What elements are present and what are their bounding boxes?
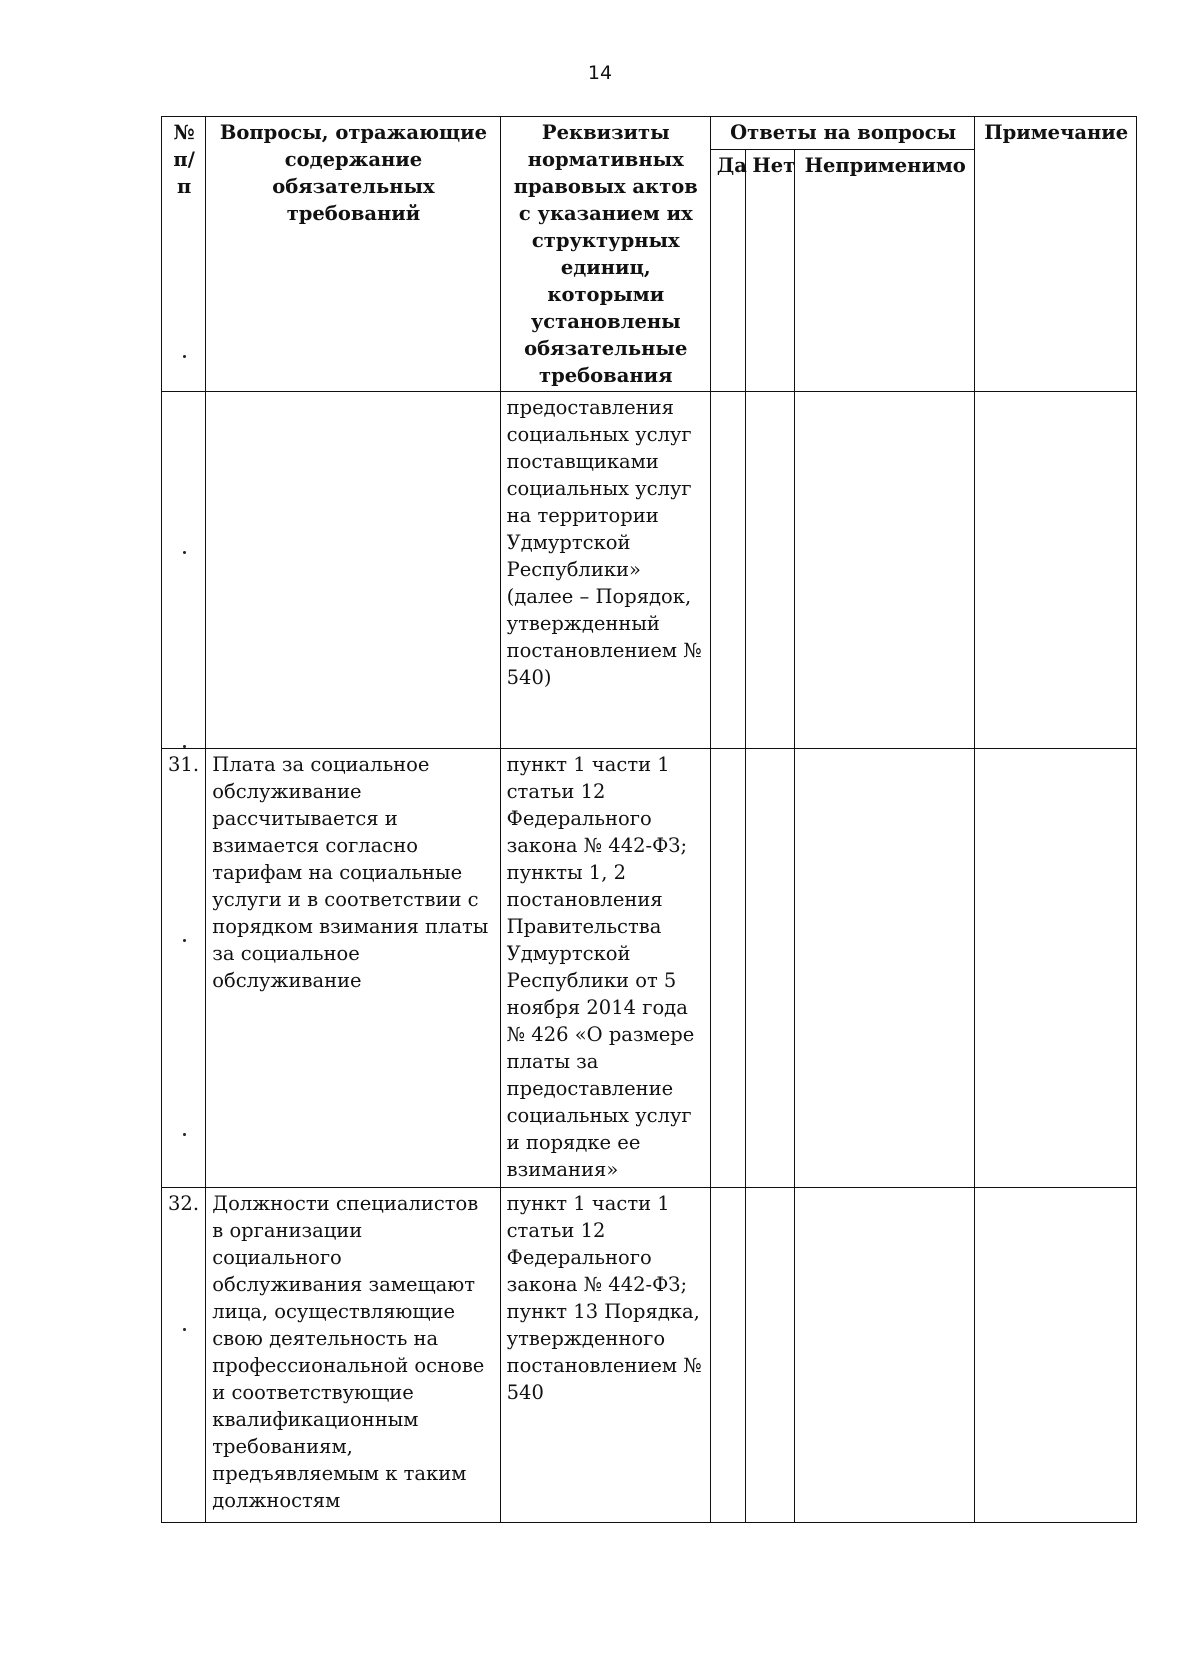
- table-row: [162, 1188, 1137, 1523]
- row-requisites: пункт 1 части 1 статьи 12 Федерального закона № 442-ФЗ; пункты 1, 2 постановления Правительства Удмуртской Республики от 5 ноября 2014 года № 426 «О размере платы за предоставление социальных услуг и порядке ее взимания»: [500, 749, 710, 1188]
- page-number: 14: [587, 62, 613, 84]
- row-question: Должности специалистов в организации социального обслуживания замещают лица, осуществляющие свою деятельность на профессиональной основе и соответствующие квалификационным требованиям, предъявляемым к таким должностям: [206, 1188, 500, 1523]
- answer-no-cell[interactable]: [746, 392, 795, 749]
- answer-not-applicable-cell[interactable]: [795, 392, 975, 749]
- header-not-applicable: Неприменимо: [795, 149, 975, 391]
- row-num: 31.: [162, 749, 206, 1188]
- answer-not-applicable-cell[interactable]: [795, 749, 975, 1188]
- row-requisites: пункт 1 части 1 статьи 12 Федерального закона № 442-ФЗ; пункт 13 Порядка, утвержденного постановлением № 540: [500, 1188, 710, 1523]
- checklist-table: [161, 116, 1137, 1523]
- row-requisites: предоставления социальных услуг поставщиками социальных услуг на территории Удмуртской Республики» (далее – Порядок, утвержденный постановлением № 540): [500, 392, 710, 749]
- row-num: [162, 392, 206, 749]
- answer-no-cell[interactable]: [746, 749, 795, 1188]
- header-no: Нет: [746, 149, 795, 391]
- table-row: [162, 749, 1137, 1188]
- row-num: 32.: [162, 1188, 206, 1523]
- header-yes: Да: [710, 149, 745, 391]
- scan-speck: [183, 939, 186, 942]
- scan-speck: [183, 355, 186, 358]
- answer-not-applicable-cell[interactable]: [795, 1188, 975, 1523]
- table-row: [162, 392, 1137, 749]
- answer-yes-cell[interactable]: [710, 749, 745, 1188]
- scan-speck: [183, 1133, 186, 1136]
- answer-yes-cell[interactable]: [710, 1188, 745, 1523]
- note-cell[interactable]: [975, 1188, 1137, 1523]
- header-requisites: Реквизиты нормативных правовых актов с указанием их структурных единиц, которыми установлены обязательные требования: [500, 117, 710, 392]
- header-answers-group: Ответы на вопросы: [710, 117, 974, 150]
- answer-no-cell[interactable]: [746, 1188, 795, 1523]
- answer-yes-cell[interactable]: [710, 392, 745, 749]
- row-question: Плата за социальное обслуживание рассчитывается и взимается согласно тарифам на социальные услуги и в соответствии с порядком взимания платы за социальное обслуживание: [206, 749, 500, 1188]
- header-note: Примечание: [975, 117, 1137, 392]
- scan-speck: [183, 745, 186, 748]
- note-cell[interactable]: [975, 392, 1137, 749]
- scan-speck: [183, 551, 186, 554]
- row-question: [206, 392, 500, 749]
- scan-speck: [183, 1328, 186, 1331]
- header-num: № п/п: [162, 117, 206, 392]
- note-cell[interactable]: [975, 749, 1137, 1188]
- header-question: Вопросы, отражающие содержание обязательных требований: [206, 117, 500, 392]
